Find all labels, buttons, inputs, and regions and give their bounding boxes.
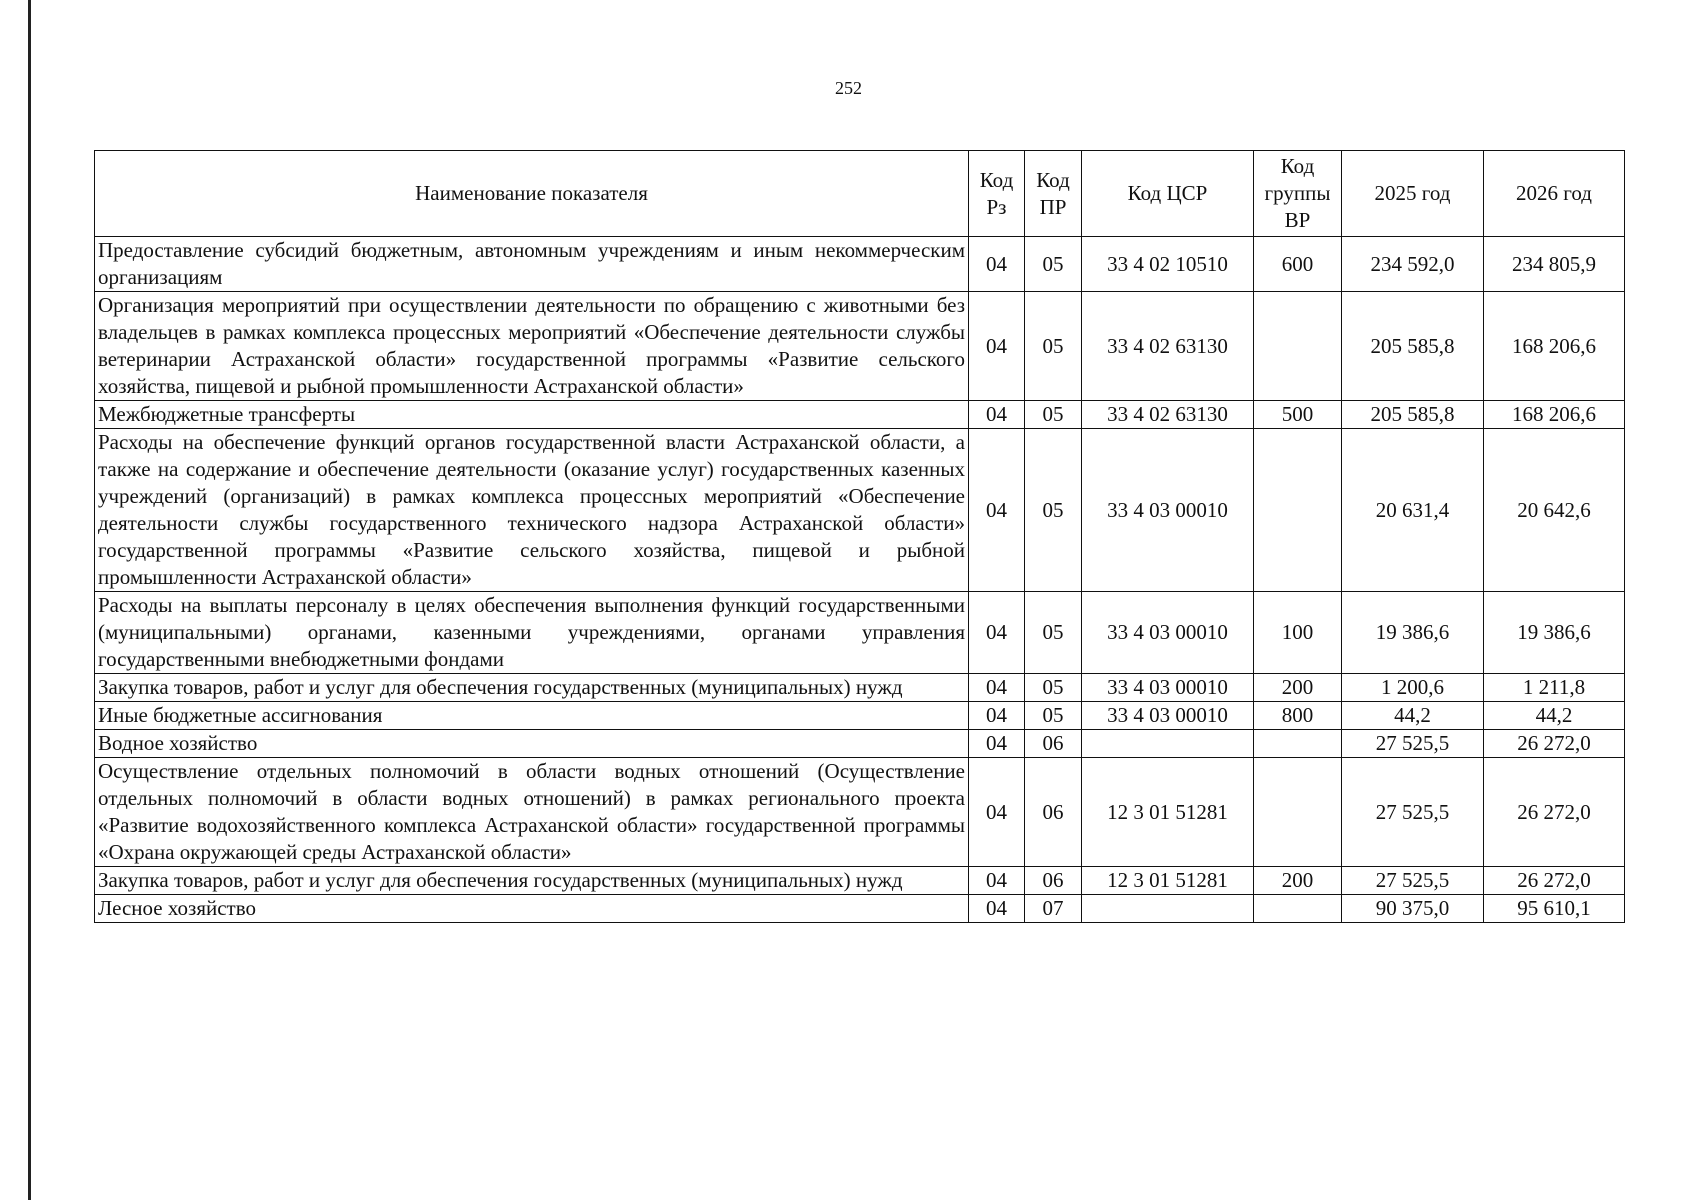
budget-table [94,150,1625,923]
row-csr: 33 4 03 00010 [1082,592,1254,674]
row-2025: 19 386,6 [1342,592,1484,674]
row-vr [1254,292,1342,401]
row-rz: 04 [969,292,1025,401]
row-rz: 04 [969,730,1025,758]
table-row [95,674,1625,702]
row-vr: 800 [1254,702,1342,730]
header-csr: Код ЦСР [1082,151,1254,237]
row-pr: 05 [1025,592,1082,674]
page-number: 252 [835,78,862,98]
header-pr [1025,151,1082,237]
row-rz: 04 [969,592,1025,674]
row-name: Иные бюджетные ассигнования [95,702,969,730]
row-vr [1254,758,1342,867]
header-rz-line1: Код [979,167,1014,192]
row-name: Закупка товаров, работ и услуг для обеспечения государственных (муниципальных) нужд [95,867,969,895]
table-row [95,429,1625,592]
header-vr-line1: Код [1280,154,1315,178]
row-name: Организация мероприятий при осуществлении деятельности по обращению с животными без владельцев в рамках комплекса процессных мероприятий «Обеспечение деятельности службы ветеринарии Астраханской области» государственной программы «Развитие сельского хозяйства, пищевой и рыбной промышленности Астраханской области» [95,292,969,401]
row-pr: 05 [1025,237,1082,292]
table-row [95,895,1625,923]
row-name: Расходы на обеспечение функций органов государственной власти Астраханской области, а также на содержание и обеспечение деятельности (оказание услуг) государственных казенных учреждений (организаций) в рамках комплекса процессных мероприятий «Обеспечение деятельности службы государственного технического надзора Астраханской области» государственной программы «Развитие сельского хозяйства, пищевой и рыбной промышленности Астраханской области» [95,429,969,592]
table-row [95,592,1625,674]
row-2026: 20 642,6 [1484,429,1625,592]
row-2025: 234 592,0 [1342,237,1484,292]
row-2026: 1 211,8 [1484,674,1625,702]
row-2025: 1 200,6 [1342,674,1484,702]
row-2025: 27 525,5 [1342,867,1484,895]
header-rz [969,151,1025,237]
row-vr: 100 [1254,592,1342,674]
row-rz: 04 [969,895,1025,923]
row-2025: 27 525,5 [1342,730,1484,758]
row-csr: 12 3 01 51281 [1082,867,1254,895]
row-rz: 04 [969,702,1025,730]
row-csr: 33 4 03 00010 [1082,702,1254,730]
row-2026: 234 805,9 [1484,237,1625,292]
row-vr [1254,429,1342,592]
row-pr: 05 [1025,401,1082,429]
row-name: Межбюджетные трансферты [95,401,969,429]
table-row [95,401,1625,429]
row-vr: 200 [1254,867,1342,895]
row-csr: 12 3 01 51281 [1082,758,1254,867]
row-2025: 205 585,8 [1342,292,1484,401]
row-2025: 90 375,0 [1342,895,1484,923]
row-2026: 168 206,6 [1484,401,1625,429]
table-row [95,237,1625,292]
header-pr-line2: ПР [1039,194,1067,219]
header-vr-line3: ВР [1284,208,1311,232]
table-row [95,867,1625,895]
row-name: Расходы на выплаты персоналу в целях обеспечения выполнения функций государственными (муниципальными) органами, казенными учреждениями, органами управления государственными внебюджетными фондами [95,592,969,674]
row-vr: 500 [1254,401,1342,429]
row-name: Осуществление отдельных полномочий в области водных отношений (Осуществление отдельных полномочий в области водных отношений) в рамках регионального проекта «Развитие водохозяйственного комплекса Астраханской области» государственной программы «Охрана окружающей среды Астраханской области» [95,758,969,867]
row-rz: 04 [969,429,1025,592]
row-rz: 04 [969,674,1025,702]
row-csr: 33 4 02 10510 [1082,237,1254,292]
row-2026: 95 610,1 [1484,895,1625,923]
row-csr: 33 4 03 00010 [1082,429,1254,592]
header-vr [1254,151,1342,237]
row-rz: 04 [969,867,1025,895]
row-csr [1082,730,1254,758]
row-rz: 04 [969,401,1025,429]
row-name: Лесное хозяйство [95,895,969,923]
header-2026: 2026 год [1484,151,1625,237]
row-2025: 44,2 [1342,702,1484,730]
table-row [95,758,1625,867]
row-pr: 05 [1025,292,1082,401]
row-pr: 05 [1025,429,1082,592]
row-2026: 26 272,0 [1484,758,1625,867]
header-rz-line2: Рз [986,194,1007,219]
header-name: Наименование показателя [95,151,969,237]
row-vr [1254,730,1342,758]
row-rz: 04 [969,758,1025,867]
row-pr: 05 [1025,702,1082,730]
table-row [95,702,1625,730]
row-2026: 168 206,6 [1484,292,1625,401]
row-vr [1254,895,1342,923]
row-csr [1082,895,1254,923]
row-pr: 07 [1025,895,1082,923]
row-2026: 26 272,0 [1484,867,1625,895]
row-2026: 26 272,0 [1484,730,1625,758]
table-row [95,292,1625,401]
header-2025: 2025 год [1342,151,1484,237]
row-csr: 33 4 02 63130 [1082,401,1254,429]
row-csr: 33 4 02 63130 [1082,292,1254,401]
row-pr: 06 [1025,730,1082,758]
row-vr: 600 [1254,237,1342,292]
row-2026: 19 386,6 [1484,592,1625,674]
row-csr: 33 4 03 00010 [1082,674,1254,702]
header-vr-line2: группы [1264,181,1331,205]
scan-edge-line [28,0,31,1200]
row-2026: 44,2 [1484,702,1625,730]
row-2025: 27 525,5 [1342,758,1484,867]
row-name: Предоставление субсидий бюджетным, автономным учреждениям и иным некоммерческим организациям [95,237,969,292]
row-pr: 05 [1025,674,1082,702]
row-vr: 200 [1254,674,1342,702]
row-name: Закупка товаров, работ и услуг для обеспечения государственных (муниципальных) нужд [95,674,969,702]
header-pr-line1: Код [1036,167,1070,192]
row-pr: 06 [1025,867,1082,895]
row-name: Водное хозяйство [95,730,969,758]
row-2025: 205 585,8 [1342,401,1484,429]
row-rz: 04 [969,237,1025,292]
row-pr: 06 [1025,758,1082,867]
table-row [95,730,1625,758]
table-header-row [95,151,1625,237]
row-2025: 20 631,4 [1342,429,1484,592]
